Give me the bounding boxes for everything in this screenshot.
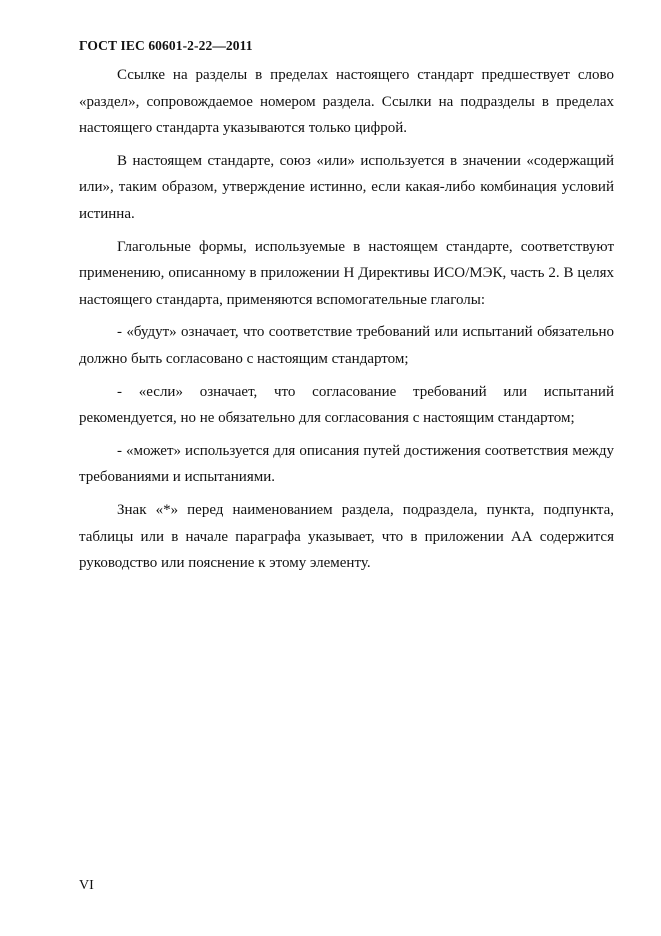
list-item-may: - «может» используется для описания путей достижения соответствия между требованиями и испытаниями. bbox=[79, 442, 614, 486]
paragraph-section-references: Ссылке на разделы в пределах настоящего стандарт предшествует слово «раздел», сопровождаемое номером раздела. Ссылки на подразделы в пределах настоящего стандарта указываются только цифрой. bbox=[79, 67, 614, 137]
page-number: VI bbox=[79, 878, 94, 893]
paragraph-verbal-forms: Глагольные формы, используемые в настоящем стандарте, соответствуют применению, описанному в приложении Н Директивы ИСО/МЭК, часть 2. В целях настоящего стандарта, применяются вспомогательные глаголы: bbox=[79, 238, 614, 308]
list-item-shall: - «будут» означает, что соответствие требований или испытаний обязательно должно быть согласовано с настоящим стандартом; bbox=[79, 324, 614, 367]
paragraph-asterisk-mark: Знак «*» перед наименованием раздела, подраздела, пункта, подпункта, таблицы или в начале параграфа указывает, что в приложении АА содержится руководство или пояснение к этому элементу. bbox=[79, 501, 614, 572]
list-item-should: - «если» означает, что согласование требований или испытаний рекомендуется, но не обязательно для согласования с настоящим стандартом; bbox=[79, 383, 614, 427]
paragraph-or-conjunction: В настоящем стандарте, союз «или» используется в значении «содержащий или», таким образом, утверждение истинно, если какая-либо комбинация условий истинна. bbox=[79, 152, 614, 222]
document-code-header: ГОСТ IEC 60601-2-22—2011 bbox=[79, 38, 253, 53]
document-body bbox=[79, 62, 614, 583]
